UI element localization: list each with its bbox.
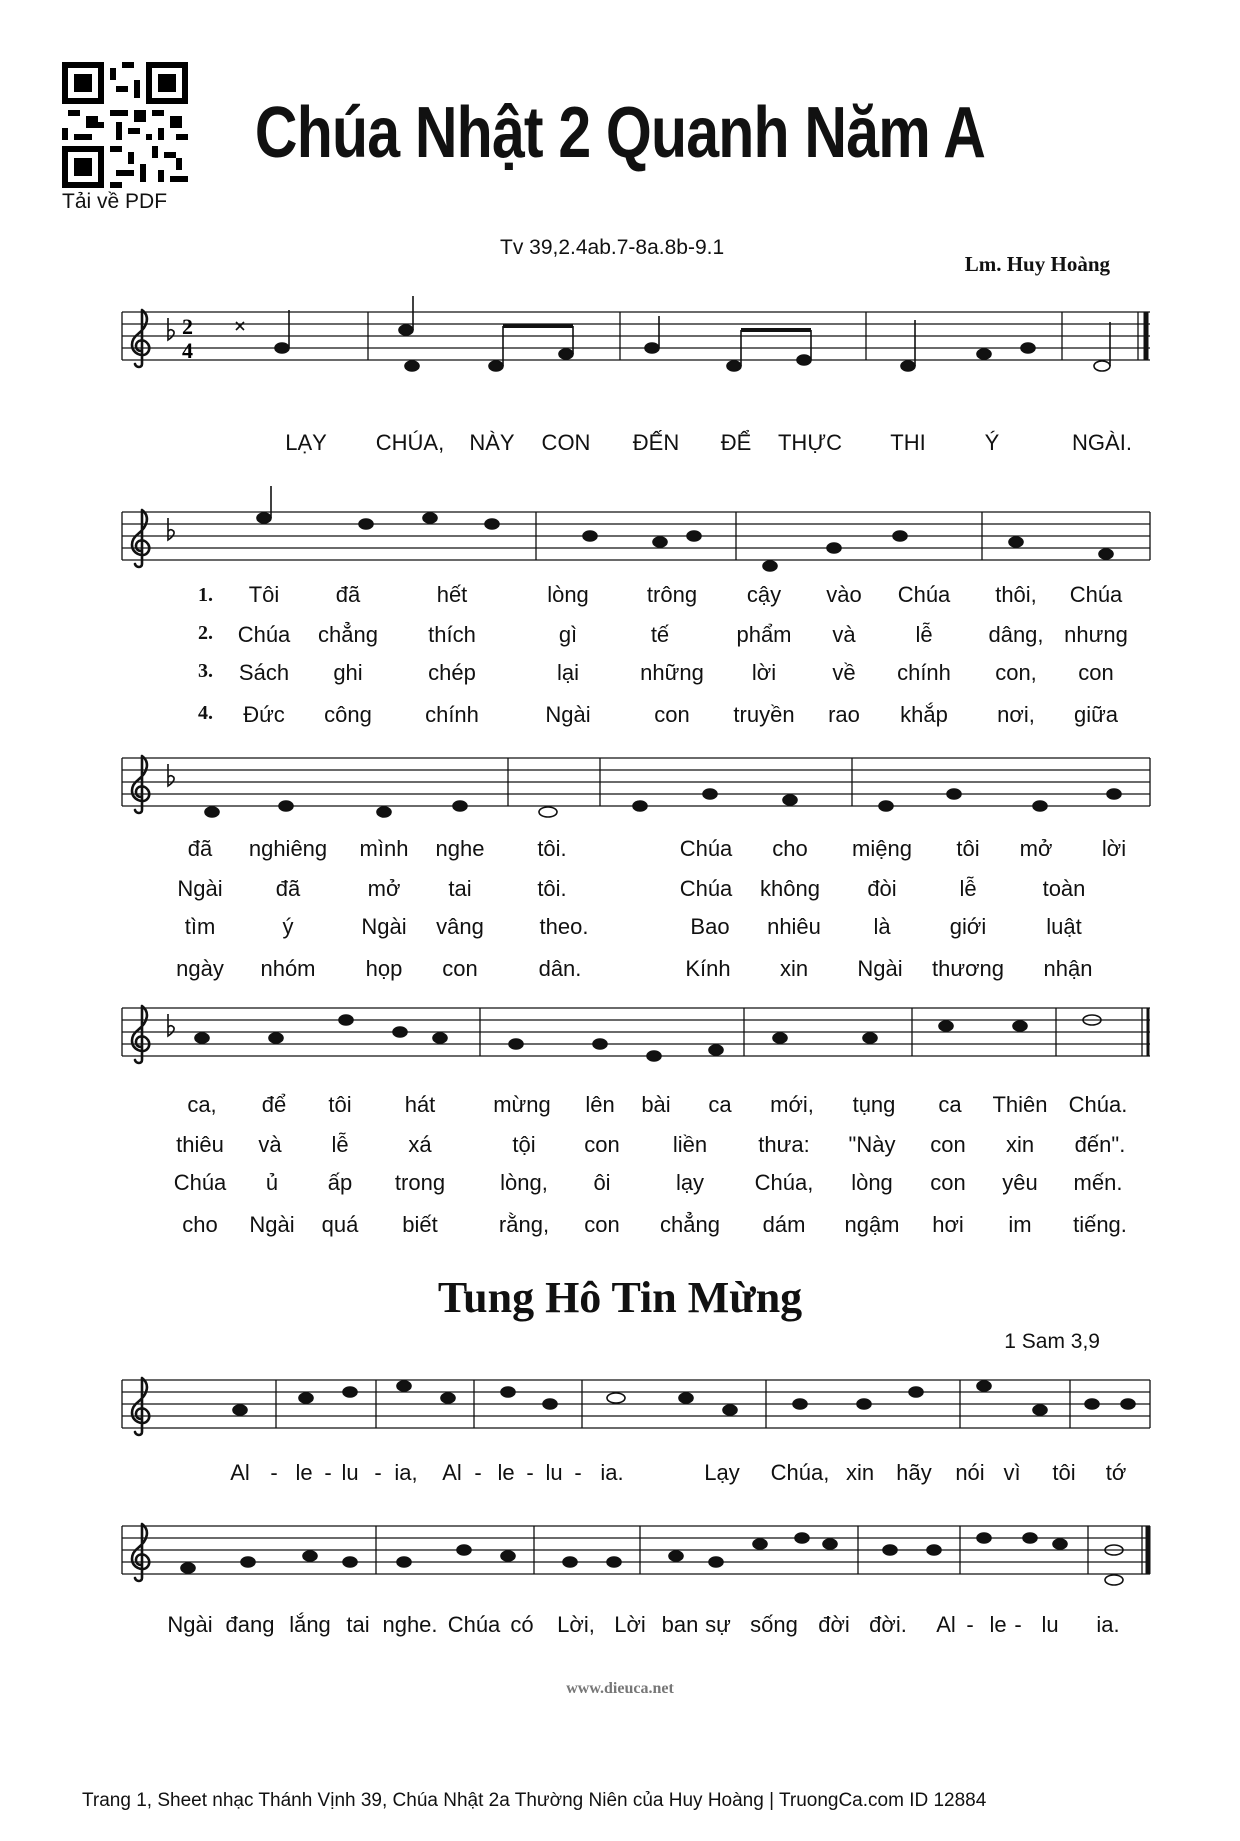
verse-1-notes [257,486,1113,571]
lyric: Ngài [545,702,591,727]
lyric: con [930,1132,966,1157]
lyric: tớ [1105,1460,1127,1485]
time-sig-bottom: 4 [182,338,193,363]
lyric: mình [359,836,409,861]
lyric: bài [641,1092,671,1117]
lyric: Ngài [177,876,223,901]
verse-number: 4. [198,702,213,724]
lyric: về [832,660,856,685]
lyric: Sách [238,660,290,685]
lyric: Chúa [679,876,733,901]
lyric: gì [558,622,578,647]
lyric: và [832,622,856,647]
lyric: Bao [690,914,730,939]
lyric: Đức [243,702,285,727]
lyric: toàn [1042,876,1086,901]
lyric: theo. [539,914,589,939]
lyric: thích [428,622,476,647]
lyric: NÀY [469,430,515,455]
lyric: lạy [675,1170,705,1195]
lyric: "Này [848,1132,896,1157]
lyric: Lời, [557,1612,595,1637]
staff-refrain [122,312,1150,360]
lyric: con [1078,660,1114,685]
lyric: - [270,1460,278,1485]
lyric: mới, [770,1092,814,1117]
lyric: tìm [184,914,216,939]
lyric: là [873,914,891,939]
lyric: xá [408,1132,432,1157]
lyric: tôi [1052,1460,1076,1485]
lyric: Chúa [897,582,951,607]
lyric: - [1014,1612,1022,1637]
lyric: ngậm [844,1212,900,1237]
lyric: con [654,702,690,727]
lyric: Al [936,1612,956,1637]
lyric: Ý [984,430,1000,455]
lyric: Chúa [1069,582,1123,607]
lyric: quá [321,1212,359,1237]
lyric: ôi [593,1170,611,1195]
lyric: Chúa [679,836,733,861]
verse-3-notes [195,1015,1101,1061]
lyric: ia. [600,1460,624,1485]
lyric: đã [187,836,213,861]
lyric: - [474,1460,482,1485]
lyric: chẳng [660,1212,720,1237]
lyric: Al [442,1460,462,1485]
lyric: le [295,1460,313,1485]
verse-number: 1. [198,584,213,606]
lyric: LẠY [285,430,327,455]
lyric: Ngài [857,956,903,981]
lyric: xin [845,1460,875,1485]
staff-acclamation-1 [122,1380,1150,1428]
lyric: tai [448,876,472,901]
lyric: tôi. [537,876,567,901]
scripture-reference: Tv 39,2.4ab.7-8a.8b-9.1 [500,236,725,259]
lyric: - [526,1460,534,1485]
lyric: lời [751,660,777,685]
lyric: Chúa [173,1170,227,1195]
lyric: ĐỂ [720,430,752,455]
lyric: con [930,1170,966,1195]
lyric: Kính [685,956,731,981]
lyric: đã [335,582,361,607]
staff-acclamation-2 [122,1526,1150,1574]
lyric: tôi [956,836,980,861]
lyric: con, [995,660,1037,685]
lyric: giữa [1073,702,1119,727]
lyric: đã [275,876,301,901]
lyric: lu [341,1460,359,1485]
lyric: vì [1003,1460,1021,1485]
lyric: thôi, [995,582,1037,607]
lyric: mở [1019,836,1053,861]
lyric: đời [818,1612,850,1637]
staff-verse-3 [122,1008,1150,1056]
lyric: - [574,1460,582,1485]
verse-2-notes [205,789,1121,817]
lyric: nơi, [997,702,1035,727]
lyric: chính [897,660,951,685]
lyric: lòng, [500,1170,548,1195]
lyric: yêu [1002,1170,1038,1195]
lyric: lu [1041,1612,1059,1637]
lyric: chép [428,660,476,685]
lyric: ý [282,914,294,939]
lyric: nghiêng [248,836,328,861]
lyric: lại [556,660,580,685]
lyric: Tôi [248,582,280,607]
lyric: tai [346,1612,370,1637]
page-footer: Trang 1, Sheet nhạc Thánh Vịnh 39, Chúa Nhật 2a Thường Niên của Huy Hoàng | TruongCa.com ID 12884 [82,1790,987,1811]
lyric: THỰC [777,430,843,455]
lyric: rao [828,702,860,727]
lyric: thương [932,956,1004,981]
lyric: thiêu [176,1132,224,1157]
lyric: mở [367,876,401,901]
lyric: con [584,1212,620,1237]
lyric: lắng [289,1612,331,1637]
lyric: công [324,702,372,727]
lyric: biết [402,1212,438,1237]
lyric: truyền [733,702,795,727]
lyric: chính [425,702,479,727]
lyric: hơi [932,1212,964,1237]
lyric: giới [949,914,987,939]
lyric: lu [545,1460,563,1485]
lyric: trong [394,1170,446,1195]
lyric: Chúa, [754,1170,814,1195]
lyric: ca [708,1092,732,1117]
lyric: tội [512,1132,536,1157]
time-sig-top: 2 [182,314,193,339]
lyric: nhóm [260,956,316,981]
lyric: tôi. [537,836,567,861]
lyric: những [640,660,704,685]
lyric: Al [230,1460,250,1485]
lyric: lễ [331,1132,349,1157]
lyric: Ngài [361,914,407,939]
lyric: nhưng [1064,622,1128,647]
lyric: tiếng. [1073,1212,1127,1237]
lyric: nghe [435,836,485,861]
lyric: ca [938,1092,962,1117]
acclamation-2-notes [181,1533,1123,1585]
verse-number: 3. [198,660,213,682]
lyric: ĐẾN [632,430,680,455]
lyric: Ngài [167,1612,213,1637]
lyric: liền [672,1132,708,1157]
lyric: miệng [852,836,912,861]
acclamation-reference: 1 Sam 3,9 [1004,1330,1100,1353]
lyric: rằng, [498,1212,550,1237]
lyric: vào [826,582,862,607]
lyric: tôi [328,1092,352,1117]
lyric: ban [661,1612,699,1637]
lyric: - [324,1460,332,1485]
lyric: lòng [851,1170,893,1195]
lyric: Chúa. [1068,1092,1128,1117]
lyric: họp [365,956,403,981]
download-pdf-link[interactable]: Tải về PDF [62,190,168,213]
lyric: dân. [538,956,582,981]
lyric: dám [762,1212,806,1237]
lyric: chẳng [318,622,378,647]
section-title: Tung Hô Tin Mừng [437,1273,803,1322]
lyric: Thiên [992,1092,1048,1117]
lyric: lên [585,1092,615,1117]
lyric: hãy [896,1460,932,1485]
lyric: sự [705,1612,731,1637]
lyric: nghe. [382,1612,438,1637]
lyric: trông [646,582,698,607]
lyric: THI [890,430,926,455]
lyric: im [1008,1212,1032,1237]
lyric: con [584,1132,620,1157]
lyric: hát [404,1092,436,1117]
lyric: thưa: [758,1132,810,1157]
lyric: - [374,1460,382,1485]
lyric: con [442,956,478,981]
lyric: và [258,1132,282,1157]
lyric: Lời [614,1612,646,1637]
lyric: tế [650,622,670,647]
lyric: hết [436,582,468,607]
lyric: Ngài [249,1212,295,1237]
site-watermark: www.dieuca.net [566,1680,674,1697]
lyric: ia. [1096,1612,1120,1637]
lyric: lễ [915,622,933,647]
lyric: lời [1101,836,1127,861]
lyric: tụng [852,1092,896,1117]
lyric: ủ [265,1170,279,1195]
lyric: xin [1005,1132,1035,1157]
lyric: le [497,1460,515,1485]
lyric: sống [750,1612,798,1637]
lyric: CON [541,430,591,455]
lyric: ia, [394,1460,418,1485]
lyric: cho [772,836,808,861]
lyric: ấp [327,1170,353,1195]
lyric: ghi [333,660,363,685]
lyric: cho [182,1212,218,1237]
lyric: đến". [1074,1132,1126,1157]
lyric: - [966,1612,974,1637]
lyric: CHÚA, [375,430,445,455]
lyric: không [760,876,820,901]
lyric: le [989,1612,1007,1637]
lyric: để [261,1092,287,1117]
lyric: Lạy [704,1460,740,1485]
page-title: Chúa Nhật 2 Quanh Năm A [254,93,986,173]
lyric: Chúa [447,1612,501,1637]
lyric: lễ [959,876,977,901]
lyric: mừng [493,1092,551,1117]
lyric: khắp [900,702,948,727]
lyric: ngày [176,956,224,981]
lyric: có [510,1612,534,1637]
lyric: luật [1046,914,1082,939]
lyric: NGÀI. [1072,430,1132,455]
lyric: nói [955,1460,985,1485]
lyric: nhận [1043,956,1093,981]
lyric: đang [225,1612,275,1637]
lyric: vâng [436,914,484,939]
lyric: Chúa [237,622,291,647]
lyric: nhiêu [767,914,821,939]
staff-verse-2 [122,758,1150,806]
lyric: phẩm [736,622,792,647]
acclamation-1-notes [233,1381,1135,1415]
lyric: Chúa, [770,1460,830,1485]
lyric: lòng [547,582,589,607]
lyric: đòi [867,876,897,901]
lyric: cậy [746,582,782,607]
lyric: ca, [187,1092,217,1117]
lyric: đời. [869,1612,907,1637]
lyric: dâng, [988,622,1044,647]
staff-verse-1 [122,512,1150,560]
verse-number: 2. [198,622,213,644]
lyric: xin [779,956,809,981]
composer-name: Lm. Huy Hoàng [964,252,1110,276]
lyric: mến. [1073,1170,1123,1195]
